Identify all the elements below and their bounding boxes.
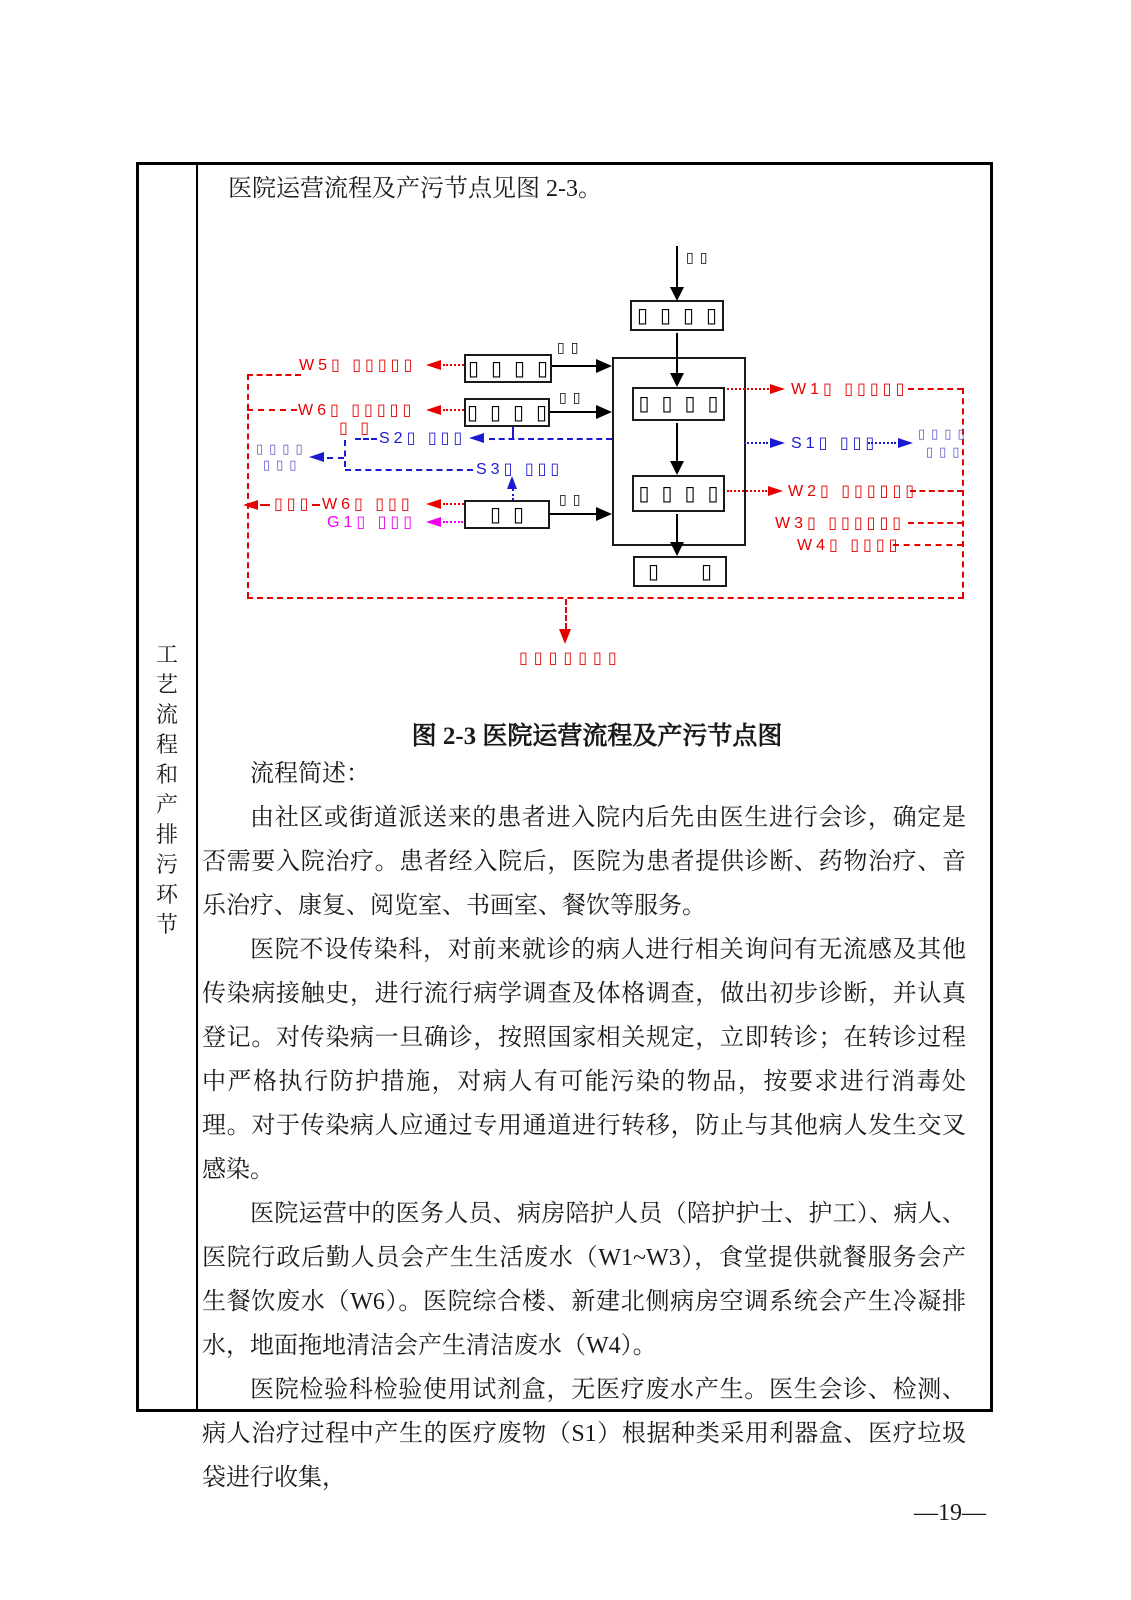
figure-caption: 图 2-3 医院运营流程及产污节点图: [411, 723, 783, 750]
paragraph: 医院不设传染科，对前来就诊的病人进行相关询问有无流感及其他传染病接触史，进行流行病学调查及体格调查，做出初步诊断，并认真登记。对传染病一旦确诊，按照国家相关规定，立即转诊；在转诊过程中严格执行防护措施，对病人有可能污染的物品，按要求进行消毒处理。对于传染病人应通过专用通道进行转移，防止与其他病人发生交叉感染。: [202, 937, 966, 1183]
sidebar-char: 产: [155, 792, 178, 817]
sidebar-char: 程: [155, 732, 178, 757]
left-arrow-label-2: ▯▯: [559, 389, 587, 405]
node-box-c: ▯▯▯▯: [632, 475, 725, 512]
label-w5: W5▯ ▯▯▯▯▯: [299, 357, 417, 374]
label-s2: S2▯ ▯▯▯: [379, 430, 467, 447]
sidebar-char: 工: [155, 642, 178, 667]
right-block-line1: ▯▯▯▯: [918, 426, 971, 441]
body-text: [202, 752, 966, 1500]
label-w2: W2▯ ▯▯▯▯▯▯: [788, 483, 919, 500]
page-number: —19—: [914, 1500, 986, 1526]
section-label: 流程简述：: [250, 761, 370, 787]
label-s3: S3▯ ▯▯▯: [476, 461, 564, 478]
node-left-box-1: ▯▯▯▯: [464, 354, 552, 383]
paragraph: 医院运营中的医务人员、病房陪护人员（陪护护士、护工）、病人、医院行政后勤人员会产生生活废水（W1~W3），食堂提供就餐服务会产生餐饮废水（W6）。医院综合楼、新建北侧病房空调系统会产生冷凝排水，地面拖地清洁会产生清洁废水（W4）。: [202, 1201, 966, 1359]
label-w6: W6▯ ▯▯▯▯▯: [298, 402, 416, 419]
table-column-divider: [196, 162, 198, 1412]
right-block-line2: ▯▯▯: [926, 444, 966, 459]
paragraph: 由社区或街道派送来的患者进入院内后先由医生进行会诊，确定是否需要入院治疗。患者经入院后，医院为患者提供诊断、药物治疗、音乐治疗、康复、阅览室、书画室、餐饮等服务。: [202, 805, 966, 919]
label-w6b: W6▯ ▯▯▯: [322, 496, 414, 513]
label-g1: G1▯ ▯▯▯: [327, 514, 417, 531]
sidebar-char: 节: [155, 912, 178, 937]
sidebar-char: 环: [155, 882, 178, 907]
label-w6-sub: ▯ ▯: [339, 420, 374, 437]
label-w3: W3▯ ▯▯▯▯▯▯: [775, 515, 906, 532]
node-left-box-3: ▯▯: [464, 500, 550, 529]
sidebar-char: 流: [155, 702, 178, 727]
left-arrow-label-3: ▯▯: [559, 491, 587, 507]
left-arrow-label-1: ▯▯: [557, 339, 585, 355]
left-block-line2: ▯▯▯: [263, 457, 303, 472]
sidebar-char: 艺: [155, 672, 178, 697]
flow-top-label: ▯▯: [686, 249, 714, 265]
sidebar-char: 和: [155, 762, 178, 787]
label-w4: W4▯ ▯▯▯▯: [797, 537, 902, 554]
bottom-left-tofu: ▯▯▯: [274, 496, 313, 513]
bottom-outlet-label: ▯▯▯▯▯▯▯: [519, 650, 623, 667]
node-left-box-2: ▯▯▯▯: [464, 398, 550, 427]
paragraph: 医院检验科检验使用试剂盒，无医疗废水产生。医生会诊、检测、病人治疗过程中产生的医疗废物（S1）根据种类采用利器盒、医疗垃圾袋进行收集，: [202, 1377, 966, 1491]
node-box-b: ▯▯▯▯: [632, 387, 725, 421]
intro-line: 医院运营流程及产污节点见图 2-3。: [228, 176, 602, 202]
left-block-line1: ▯▯▯▯: [256, 441, 309, 456]
label-w1: W1▯ ▯▯▯▯▯: [791, 381, 909, 398]
sidebar-char: 污: [155, 852, 178, 877]
label-s1: S1▯ ▯▯▯: [791, 435, 879, 452]
sidebar-char: 排: [155, 822, 178, 847]
node-box-d: ▯▯: [633, 556, 727, 587]
node-box-a: ▯▯▯▯: [630, 300, 724, 331]
